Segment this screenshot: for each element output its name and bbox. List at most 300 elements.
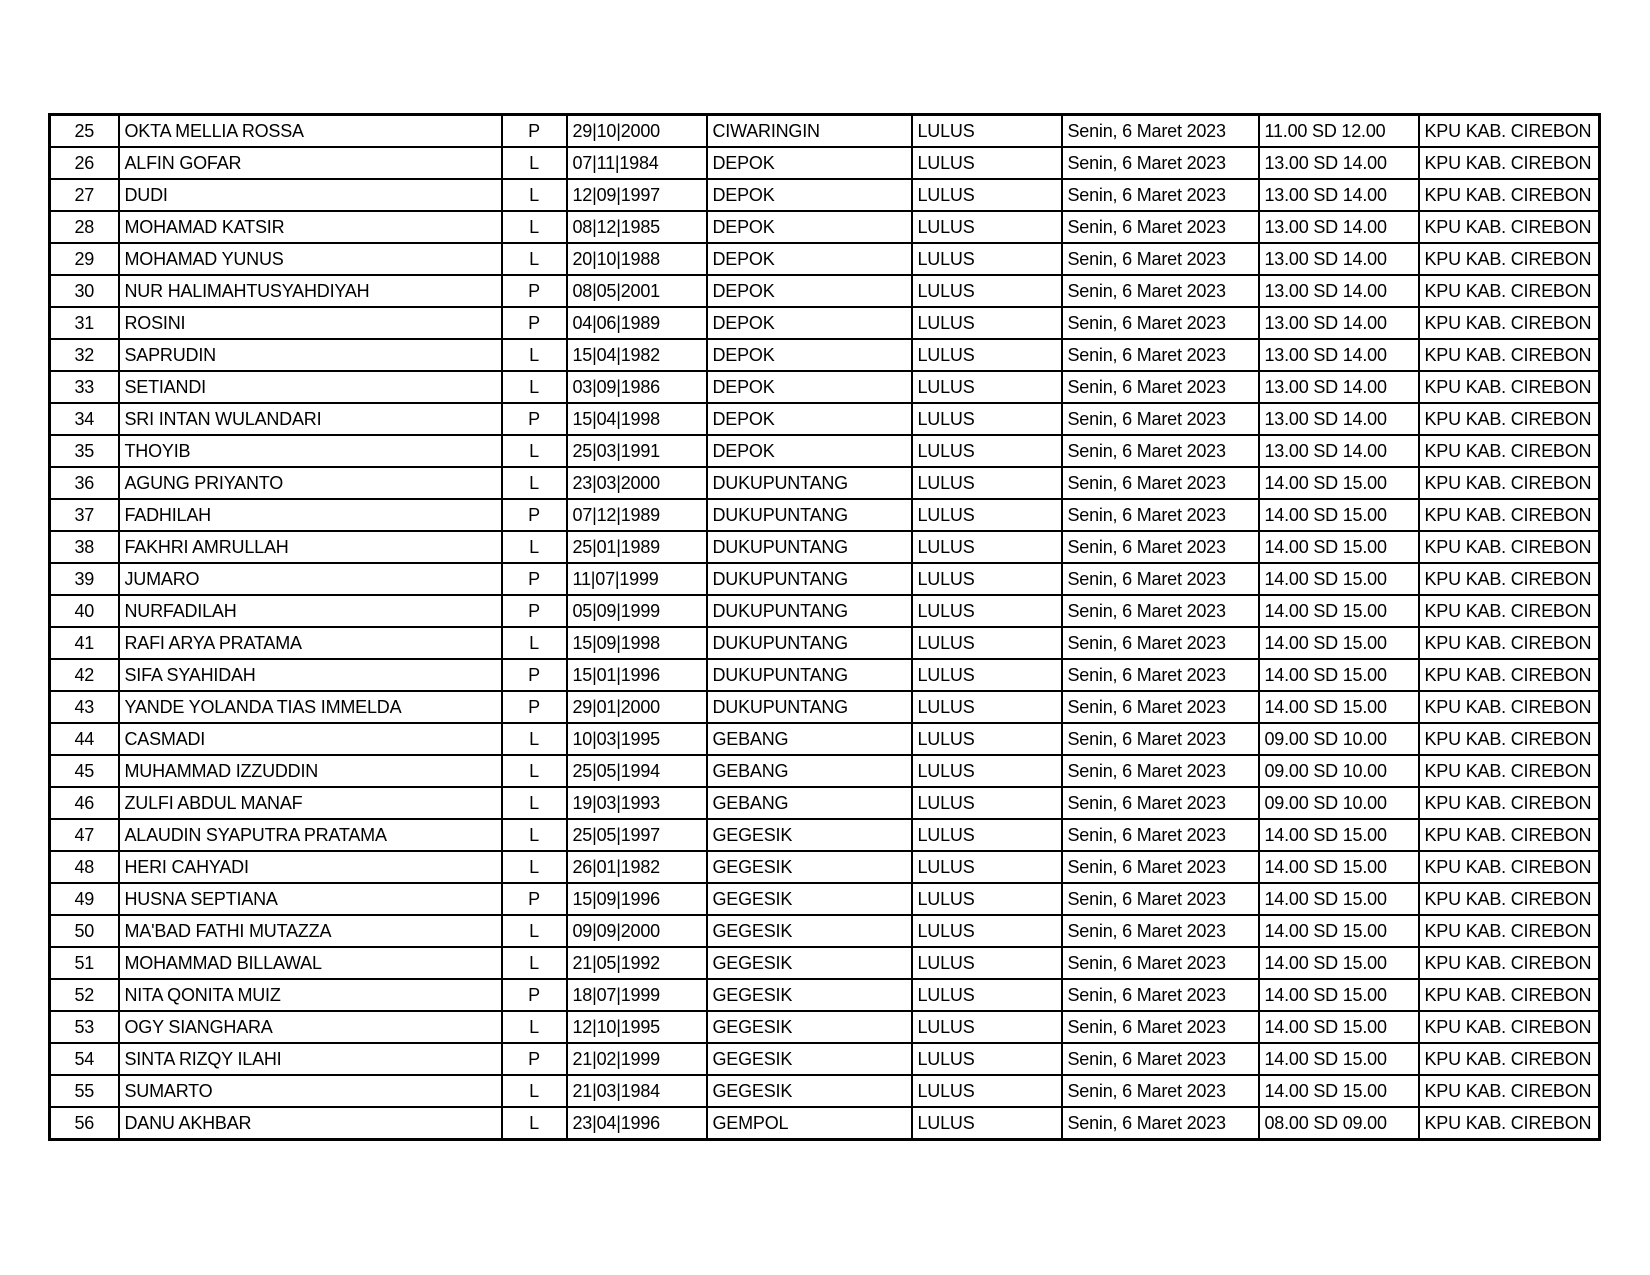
cell-name: FADHILAH [119, 499, 502, 531]
cell-time: 09.00 SD 10.00 [1259, 723, 1419, 755]
cell-time: 13.00 SD 14.00 [1259, 179, 1419, 211]
cell-time: 13.00 SD 14.00 [1259, 307, 1419, 339]
cell-time: 14.00 SD 15.00 [1259, 979, 1419, 1011]
cell-name: SUMARTO [119, 1075, 502, 1107]
cell-name: SETIANDI [119, 371, 502, 403]
cell-name: ROSINI [119, 307, 502, 339]
cell-no: 29 [50, 243, 119, 275]
cell-district: GEGESIK [707, 1043, 912, 1075]
cell-name: NITA QONITA MUIZ [119, 979, 502, 1011]
cell-status: LULUS [912, 723, 1062, 755]
cell-date: Senin, 6 Maret 2023 [1062, 563, 1259, 595]
table-row [50, 787, 1600, 819]
cell-status: LULUS [912, 179, 1062, 211]
cell-dob: 05|09|1999 [567, 595, 707, 627]
table-row [50, 1107, 1600, 1140]
cell-location: KPU KAB. CIREBON [1419, 979, 1600, 1011]
table-row [50, 723, 1600, 755]
cell-name: SIFA SYAHIDAH [119, 659, 502, 691]
cell-location: KPU KAB. CIREBON [1419, 595, 1600, 627]
cell-location: KPU KAB. CIREBON [1419, 1075, 1600, 1107]
cell-time: 13.00 SD 14.00 [1259, 275, 1419, 307]
cell-date: Senin, 6 Maret 2023 [1062, 371, 1259, 403]
table-row [50, 851, 1600, 883]
cell-district: GEGESIK [707, 819, 912, 851]
table-row [50, 179, 1600, 211]
cell-name: ALFIN GOFAR [119, 147, 502, 179]
cell-no: 48 [50, 851, 119, 883]
cell-status: LULUS [912, 531, 1062, 563]
table-row [50, 531, 1600, 563]
cell-no: 54 [50, 1043, 119, 1075]
cell-dob: 26|01|1982 [567, 851, 707, 883]
cell-name: NUR HALIMAHTUSYAHDIYAH [119, 275, 502, 307]
cell-location: KPU KAB. CIREBON [1419, 211, 1600, 243]
cell-status: LULUS [912, 979, 1062, 1011]
cell-no: 40 [50, 595, 119, 627]
cell-district: DUKUPUNTANG [707, 499, 912, 531]
cell-time: 08.00 SD 09.00 [1259, 1107, 1419, 1140]
cell-location: KPU KAB. CIREBON [1419, 659, 1600, 691]
cell-time: 13.00 SD 14.00 [1259, 435, 1419, 467]
cell-dob: 25|01|1989 [567, 531, 707, 563]
cell-status: LULUS [912, 787, 1062, 819]
cell-status: LULUS [912, 275, 1062, 307]
cell-gender: L [502, 1011, 567, 1043]
cell-name: ZULFI ABDUL MANAF [119, 787, 502, 819]
cell-status: LULUS [912, 563, 1062, 595]
cell-gender: P [502, 563, 567, 595]
cell-gender: L [502, 1075, 567, 1107]
table-row [50, 947, 1600, 979]
cell-location: KPU KAB. CIREBON [1419, 787, 1600, 819]
cell-time: 09.00 SD 10.00 [1259, 755, 1419, 787]
table-row [50, 819, 1600, 851]
cell-time: 14.00 SD 15.00 [1259, 691, 1419, 723]
cell-no: 44 [50, 723, 119, 755]
cell-date: Senin, 6 Maret 2023 [1062, 403, 1259, 435]
cell-location: KPU KAB. CIREBON [1419, 115, 1600, 148]
table-row [50, 755, 1600, 787]
cell-date: Senin, 6 Maret 2023 [1062, 947, 1259, 979]
cell-district: GEGESIK [707, 851, 912, 883]
cell-time: 14.00 SD 15.00 [1259, 499, 1419, 531]
cell-time: 14.00 SD 15.00 [1259, 947, 1419, 979]
cell-date: Senin, 6 Maret 2023 [1062, 755, 1259, 787]
cell-location: KPU KAB. CIREBON [1419, 1011, 1600, 1043]
cell-no: 26 [50, 147, 119, 179]
cell-dob: 23|03|2000 [567, 467, 707, 499]
cell-date: Senin, 6 Maret 2023 [1062, 691, 1259, 723]
cell-no: 38 [50, 531, 119, 563]
cell-dob: 21|03|1984 [567, 1075, 707, 1107]
cell-district: DEPOK [707, 275, 912, 307]
cell-time: 14.00 SD 15.00 [1259, 467, 1419, 499]
cell-district: DEPOK [707, 179, 912, 211]
cell-status: LULUS [912, 1043, 1062, 1075]
cell-status: LULUS [912, 659, 1062, 691]
cell-location: KPU KAB. CIREBON [1419, 883, 1600, 915]
cell-dob: 25|05|1994 [567, 755, 707, 787]
cell-dob: 25|05|1997 [567, 819, 707, 851]
exam-results-table-body [50, 115, 1600, 1140]
cell-dob: 29|10|2000 [567, 115, 707, 148]
cell-time: 13.00 SD 14.00 [1259, 243, 1419, 275]
cell-date: Senin, 6 Maret 2023 [1062, 595, 1259, 627]
cell-status: LULUS [912, 211, 1062, 243]
cell-gender: P [502, 307, 567, 339]
cell-date: Senin, 6 Maret 2023 [1062, 1107, 1259, 1140]
cell-time: 13.00 SD 14.00 [1259, 403, 1419, 435]
table-row [50, 883, 1600, 915]
cell-no: 27 [50, 179, 119, 211]
cell-date: Senin, 6 Maret 2023 [1062, 467, 1259, 499]
cell-gender: L [502, 627, 567, 659]
cell-no: 53 [50, 1011, 119, 1043]
cell-district: DEPOK [707, 147, 912, 179]
cell-district: GEBANG [707, 723, 912, 755]
cell-time: 09.00 SD 10.00 [1259, 787, 1419, 819]
cell-no: 28 [50, 211, 119, 243]
cell-status: LULUS [912, 1075, 1062, 1107]
cell-gender: L [502, 339, 567, 371]
cell-status: LULUS [912, 243, 1062, 275]
cell-status: LULUS [912, 499, 1062, 531]
cell-location: KPU KAB. CIREBON [1419, 691, 1600, 723]
cell-status: LULUS [912, 307, 1062, 339]
cell-gender: L [502, 147, 567, 179]
cell-name: FAKHRI AMRULLAH [119, 531, 502, 563]
cell-name: MOHAMMAD BILLAWAL [119, 947, 502, 979]
cell-district: DEPOK [707, 403, 912, 435]
cell-status: LULUS [912, 819, 1062, 851]
cell-location: KPU KAB. CIREBON [1419, 499, 1600, 531]
cell-district: DEPOK [707, 243, 912, 275]
cell-gender: P [502, 499, 567, 531]
cell-date: Senin, 6 Maret 2023 [1062, 147, 1259, 179]
cell-dob: 18|07|1999 [567, 979, 707, 1011]
cell-gender: L [502, 211, 567, 243]
cell-status: LULUS [912, 595, 1062, 627]
cell-time: 14.00 SD 15.00 [1259, 1043, 1419, 1075]
cell-location: KPU KAB. CIREBON [1419, 1107, 1600, 1140]
cell-district: DUKUPUNTANG [707, 691, 912, 723]
cell-name: MA'BAD FATHI MUTAZZA [119, 915, 502, 947]
cell-status: LULUS [912, 371, 1062, 403]
cell-dob: 08|12|1985 [567, 211, 707, 243]
cell-time: 13.00 SD 14.00 [1259, 339, 1419, 371]
cell-status: LULUS [912, 467, 1062, 499]
table-row [50, 499, 1600, 531]
table-row [50, 691, 1600, 723]
cell-district: DUKUPUNTANG [707, 467, 912, 499]
cell-status: LULUS [912, 435, 1062, 467]
table-row [50, 1011, 1600, 1043]
cell-location: KPU KAB. CIREBON [1419, 627, 1600, 659]
cell-status: LULUS [912, 947, 1062, 979]
cell-no: 43 [50, 691, 119, 723]
cell-gender: L [502, 947, 567, 979]
cell-date: Senin, 6 Maret 2023 [1062, 915, 1259, 947]
cell-date: Senin, 6 Maret 2023 [1062, 435, 1259, 467]
cell-location: KPU KAB. CIREBON [1419, 947, 1600, 979]
cell-gender: P [502, 659, 567, 691]
table-row [50, 275, 1600, 307]
cell-time: 13.00 SD 14.00 [1259, 147, 1419, 179]
cell-no: 41 [50, 627, 119, 659]
cell-name: OGY SIANGHARA [119, 1011, 502, 1043]
table-row [50, 211, 1600, 243]
cell-no: 45 [50, 755, 119, 787]
cell-time: 14.00 SD 15.00 [1259, 595, 1419, 627]
cell-name: MUHAMMAD IZZUDDIN [119, 755, 502, 787]
cell-time: 14.00 SD 15.00 [1259, 915, 1419, 947]
cell-status: LULUS [912, 915, 1062, 947]
cell-no: 35 [50, 435, 119, 467]
cell-district: GEGESIK [707, 1075, 912, 1107]
cell-date: Senin, 6 Maret 2023 [1062, 339, 1259, 371]
cell-dob: 10|03|1995 [567, 723, 707, 755]
cell-location: KPU KAB. CIREBON [1419, 307, 1600, 339]
table-row [50, 627, 1600, 659]
cell-time: 14.00 SD 15.00 [1259, 1075, 1419, 1107]
cell-location: KPU KAB. CIREBON [1419, 531, 1600, 563]
cell-district: DUKUPUNTANG [707, 627, 912, 659]
cell-time: 14.00 SD 15.00 [1259, 819, 1419, 851]
cell-dob: 03|09|1986 [567, 371, 707, 403]
cell-gender: L [502, 243, 567, 275]
cell-district: CIWARINGIN [707, 115, 912, 148]
cell-date: Senin, 6 Maret 2023 [1062, 627, 1259, 659]
cell-dob: 07|11|1984 [567, 147, 707, 179]
cell-dob: 12|10|1995 [567, 1011, 707, 1043]
cell-dob: 19|03|1993 [567, 787, 707, 819]
cell-gender: L [502, 915, 567, 947]
cell-no: 30 [50, 275, 119, 307]
cell-date: Senin, 6 Maret 2023 [1062, 659, 1259, 691]
cell-dob: 15|09|1998 [567, 627, 707, 659]
cell-date: Senin, 6 Maret 2023 [1062, 179, 1259, 211]
table-row [50, 595, 1600, 627]
cell-date: Senin, 6 Maret 2023 [1062, 1011, 1259, 1043]
cell-location: KPU KAB. CIREBON [1419, 435, 1600, 467]
table-row [50, 659, 1600, 691]
table-row [50, 563, 1600, 595]
cell-status: LULUS [912, 1107, 1062, 1140]
cell-location: KPU KAB. CIREBON [1419, 147, 1600, 179]
cell-dob: 11|07|1999 [567, 563, 707, 595]
cell-status: LULUS [912, 403, 1062, 435]
cell-district: GEGESIK [707, 1011, 912, 1043]
table-row [50, 435, 1600, 467]
cell-no: 56 [50, 1107, 119, 1140]
cell-name: HERI CAHYADI [119, 851, 502, 883]
cell-no: 31 [50, 307, 119, 339]
cell-time: 14.00 SD 15.00 [1259, 883, 1419, 915]
cell-date: Senin, 6 Maret 2023 [1062, 115, 1259, 148]
cell-location: KPU KAB. CIREBON [1419, 723, 1600, 755]
cell-name: JUMARO [119, 563, 502, 595]
cell-date: Senin, 6 Maret 2023 [1062, 819, 1259, 851]
table-row [50, 147, 1600, 179]
cell-gender: L [502, 819, 567, 851]
cell-gender: P [502, 1043, 567, 1075]
cell-district: DEPOK [707, 211, 912, 243]
cell-location: KPU KAB. CIREBON [1419, 755, 1600, 787]
cell-name: THOYIB [119, 435, 502, 467]
cell-name: MOHAMAD YUNUS [119, 243, 502, 275]
cell-district: GEBANG [707, 787, 912, 819]
cell-time: 14.00 SD 15.00 [1259, 563, 1419, 595]
cell-time: 13.00 SD 14.00 [1259, 371, 1419, 403]
cell-date: Senin, 6 Maret 2023 [1062, 307, 1259, 339]
cell-district: GEGESIK [707, 947, 912, 979]
cell-dob: 23|04|1996 [567, 1107, 707, 1140]
cell-district: DUKUPUNTANG [707, 595, 912, 627]
cell-name: YANDE YOLANDA TIAS IMMELDA [119, 691, 502, 723]
exam-results-table [48, 113, 1601, 1141]
cell-dob: 29|01|2000 [567, 691, 707, 723]
cell-no: 55 [50, 1075, 119, 1107]
cell-name: CASMADI [119, 723, 502, 755]
cell-status: LULUS [912, 851, 1062, 883]
table-row [50, 307, 1600, 339]
cell-name: OKTA MELLIA ROSSA [119, 115, 502, 148]
cell-name: HUSNA SEPTIANA [119, 883, 502, 915]
cell-status: LULUS [912, 627, 1062, 659]
cell-gender: L [502, 787, 567, 819]
cell-dob: 12|09|1997 [567, 179, 707, 211]
cell-gender: L [502, 531, 567, 563]
cell-date: Senin, 6 Maret 2023 [1062, 723, 1259, 755]
cell-dob: 15|09|1996 [567, 883, 707, 915]
cell-location: KPU KAB. CIREBON [1419, 339, 1600, 371]
cell-time: 11.00 SD 12.00 [1259, 115, 1419, 148]
cell-location: KPU KAB. CIREBON [1419, 851, 1600, 883]
cell-date: Senin, 6 Maret 2023 [1062, 275, 1259, 307]
cell-location: KPU KAB. CIREBON [1419, 275, 1600, 307]
table-row [50, 467, 1600, 499]
cell-name: MOHAMAD KATSIR [119, 211, 502, 243]
cell-dob: 09|09|2000 [567, 915, 707, 947]
cell-name: ALAUDIN SYAPUTRA PRATAMA [119, 819, 502, 851]
cell-time: 14.00 SD 15.00 [1259, 851, 1419, 883]
cell-gender: P [502, 403, 567, 435]
cell-no: 39 [50, 563, 119, 595]
cell-time: 14.00 SD 15.00 [1259, 1011, 1419, 1043]
cell-no: 46 [50, 787, 119, 819]
cell-time: 14.00 SD 15.00 [1259, 531, 1419, 563]
table-row [50, 1043, 1600, 1075]
cell-name: SINTA RIZQY ILAHI [119, 1043, 502, 1075]
cell-dob: 21|02|1999 [567, 1043, 707, 1075]
cell-name: DUDI [119, 179, 502, 211]
cell-gender: L [502, 723, 567, 755]
cell-no: 47 [50, 819, 119, 851]
cell-dob: 25|03|1991 [567, 435, 707, 467]
cell-date: Senin, 6 Maret 2023 [1062, 851, 1259, 883]
cell-dob: 04|06|1989 [567, 307, 707, 339]
cell-district: DUKUPUNTANG [707, 659, 912, 691]
cell-date: Senin, 6 Maret 2023 [1062, 531, 1259, 563]
cell-location: KPU KAB. CIREBON [1419, 1043, 1600, 1075]
cell-no: 51 [50, 947, 119, 979]
cell-date: Senin, 6 Maret 2023 [1062, 787, 1259, 819]
cell-status: LULUS [912, 147, 1062, 179]
cell-no: 50 [50, 915, 119, 947]
cell-date: Senin, 6 Maret 2023 [1062, 979, 1259, 1011]
table-row [50, 403, 1600, 435]
cell-dob: 15|01|1996 [567, 659, 707, 691]
cell-date: Senin, 6 Maret 2023 [1062, 883, 1259, 915]
cell-no: 32 [50, 339, 119, 371]
cell-date: Senin, 6 Maret 2023 [1062, 1043, 1259, 1075]
cell-gender: P [502, 115, 567, 148]
cell-district: DEPOK [707, 339, 912, 371]
table-row [50, 979, 1600, 1011]
cell-date: Senin, 6 Maret 2023 [1062, 1075, 1259, 1107]
cell-location: KPU KAB. CIREBON [1419, 179, 1600, 211]
cell-district: DUKUPUNTANG [707, 531, 912, 563]
table-row [50, 339, 1600, 371]
table-row [50, 243, 1600, 275]
cell-no: 52 [50, 979, 119, 1011]
cell-gender: L [502, 851, 567, 883]
cell-dob: 07|12|1989 [567, 499, 707, 531]
cell-name: DANU AKHBAR [119, 1107, 502, 1140]
cell-location: KPU KAB. CIREBON [1419, 243, 1600, 275]
cell-dob: 15|04|1982 [567, 339, 707, 371]
cell-date: Senin, 6 Maret 2023 [1062, 211, 1259, 243]
cell-status: LULUS [912, 883, 1062, 915]
cell-no: 37 [50, 499, 119, 531]
cell-district: DEPOK [707, 307, 912, 339]
cell-district: DUKUPUNTANG [707, 563, 912, 595]
cell-date: Senin, 6 Maret 2023 [1062, 243, 1259, 275]
cell-date: Senin, 6 Maret 2023 [1062, 499, 1259, 531]
cell-gender: P [502, 979, 567, 1011]
cell-dob: 20|10|1988 [567, 243, 707, 275]
cell-status: LULUS [912, 755, 1062, 787]
cell-district: GEGESIK [707, 883, 912, 915]
cell-gender: P [502, 691, 567, 723]
cell-no: 36 [50, 467, 119, 499]
cell-no: 33 [50, 371, 119, 403]
cell-status: LULUS [912, 115, 1062, 148]
cell-location: KPU KAB. CIREBON [1419, 467, 1600, 499]
cell-gender: P [502, 883, 567, 915]
cell-district: GEBANG [707, 755, 912, 787]
table-row [50, 915, 1600, 947]
cell-district: DEPOK [707, 371, 912, 403]
cell-status: LULUS [912, 339, 1062, 371]
cell-gender: L [502, 179, 567, 211]
cell-name: AGUNG PRIYANTO [119, 467, 502, 499]
cell-gender: P [502, 275, 567, 307]
cell-dob: 21|05|1992 [567, 947, 707, 979]
cell-district: GEGESIK [707, 979, 912, 1011]
cell-no: 34 [50, 403, 119, 435]
cell-time: 14.00 SD 15.00 [1259, 659, 1419, 691]
cell-status: LULUS [912, 691, 1062, 723]
cell-district: DEPOK [707, 435, 912, 467]
cell-gender: P [502, 595, 567, 627]
cell-dob: 15|04|1998 [567, 403, 707, 435]
cell-gender: L [502, 1107, 567, 1140]
cell-name: RAFI ARYA PRATAMA [119, 627, 502, 659]
cell-no: 42 [50, 659, 119, 691]
cell-status: LULUS [912, 1011, 1062, 1043]
